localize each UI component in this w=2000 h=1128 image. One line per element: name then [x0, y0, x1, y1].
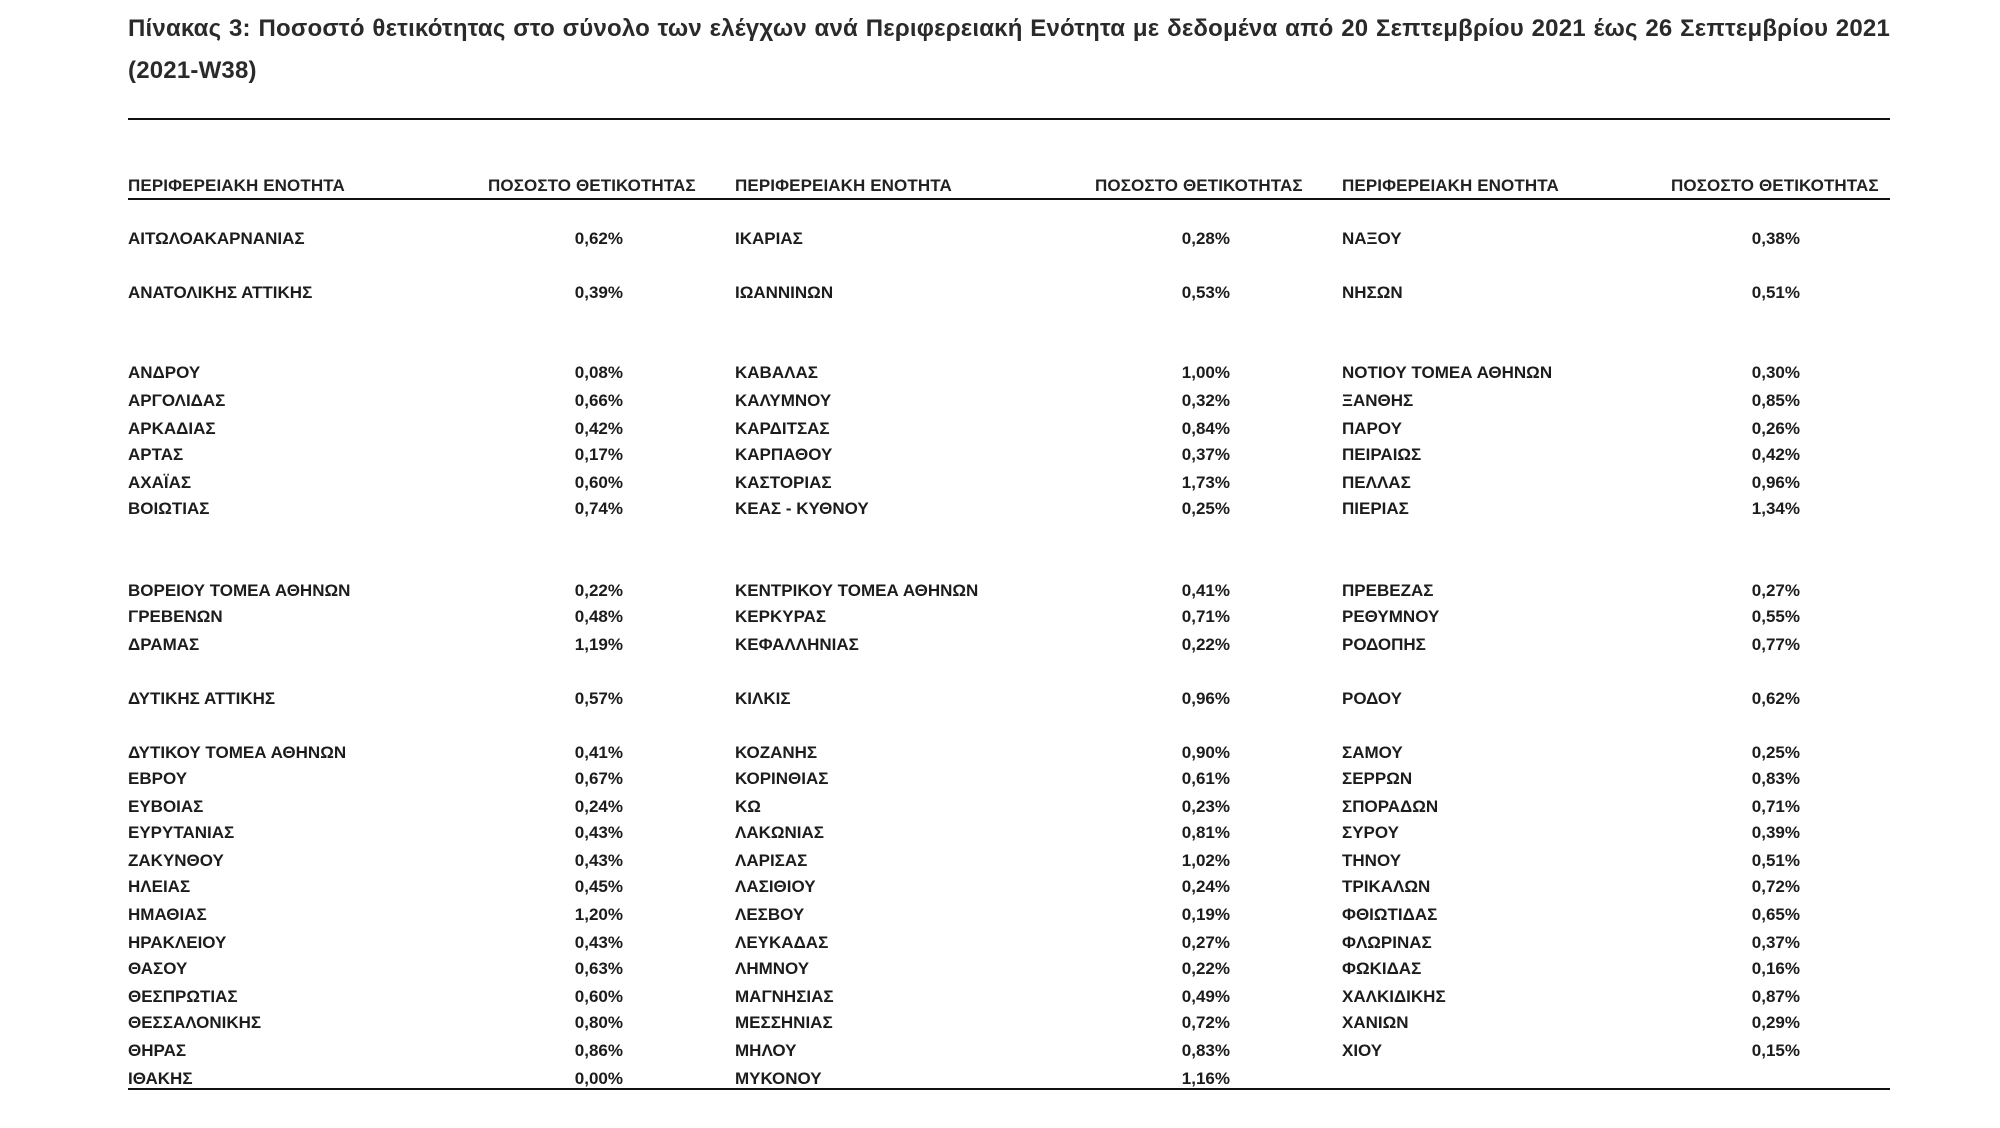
table-row: [1342, 472, 1800, 494]
positivity-value: 0,51%: [1751, 283, 1800, 302]
table-row: [735, 822, 1230, 844]
table-row: [1342, 688, 1800, 710]
table-row: [1342, 282, 1800, 304]
positivity-value: 0,65%: [1751, 905, 1800, 924]
table-row: [1342, 444, 1800, 466]
table-row: [1342, 958, 1800, 980]
region-name: ΛΕΥΚΑΔΑΣ: [735, 933, 829, 952]
table-row: [1342, 932, 1800, 954]
table-row: [735, 1012, 1230, 1034]
region-name: ΕΥΡΥΤΑΝΙΑΣ: [128, 823, 235, 842]
region-name: ΔΥΤΙΚΗΣ ΑΤΤΙΚΗΣ: [128, 689, 276, 708]
positivity-value: 0,63%: [574, 959, 623, 978]
region-name: ΝΟΤΙΟΥ ΤΟΜΕΑ ΑΘΗΝΩΝ: [1342, 363, 1553, 382]
region-name: ΕΒΡΟΥ: [128, 769, 188, 788]
region-name: ΜΗΛΟΥ: [735, 1041, 797, 1060]
table-row: [1342, 498, 1800, 520]
positivity-value: 0,71%: [1181, 607, 1230, 626]
region-name: ΚΑΡΠΑΘΟΥ: [735, 445, 833, 464]
positivity-value: 1,34%: [1751, 499, 1800, 518]
region-name: ΛΑΚΩΝΙΑΣ: [735, 823, 825, 842]
region-name: ΣΠΟΡΑΔΩΝ: [1342, 797, 1439, 816]
positivity-value: 0,32%: [1181, 391, 1230, 410]
positivity-value: 0,38%: [1751, 229, 1800, 248]
region-name: ΙΘΑΚΗΣ: [128, 1069, 193, 1088]
table-row: [128, 822, 623, 844]
region-name: ΤΡΙΚΑΛΩΝ: [1342, 877, 1431, 896]
region-name: ΝΑΞΟΥ: [1342, 229, 1402, 248]
region-name: ΘΕΣΣΑΛΟΝΙΚΗΣ: [128, 1013, 262, 1032]
positivity-value: 0,66%: [574, 391, 623, 410]
column-header-region: ΠΕΡΙΦΕΡΕΙΑΚΗ ΕΝΟΤΗΤΑ: [128, 176, 345, 195]
column-header-positivity: ΠΟΣΟΣΤΟ ΘΕΤΙΚΟΤΗΤΑΣ: [1671, 176, 1879, 195]
table-row: [128, 688, 623, 710]
positivity-value: 0,72%: [1181, 1013, 1230, 1032]
region-name: ΑΝΑΤΟΛΙΚΗΣ ΑΤΤΙΚΗΣ: [128, 283, 313, 302]
region-name: ΒΟΡΕΙΟΥ ΤΟΜΕΑ ΑΘΗΝΩΝ: [128, 581, 351, 600]
positivity-value: 0,42%: [1751, 445, 1800, 464]
table-row: [128, 1012, 623, 1034]
region-name: ΚΑΛΥΜΝΟΥ: [735, 391, 832, 410]
region-name: ΧΑΛΚΙΔΙΚΗΣ: [1342, 987, 1446, 1006]
region-name: ΚΕΝΤΡΙΚΟΥ ΤΟΜΕΑ ΑΘΗΝΩΝ: [735, 581, 979, 600]
column-header-region: ΠΕΡΙΦΕΡΕΙΑΚΗ ΕΝΟΤΗΤΑ: [1342, 176, 1559, 195]
region-name: ΚΟΡΙΝΘΙΑΣ: [735, 769, 829, 788]
table-row: [128, 282, 623, 304]
table-row: [128, 876, 623, 898]
region-name: ΝΗΣΩΝ: [1342, 283, 1403, 302]
positivity-value: 0,22%: [574, 581, 623, 600]
table-row: [735, 958, 1230, 980]
table-row: [1342, 606, 1800, 628]
region-name: ΜΑΓΝΗΣΙΑΣ: [735, 987, 834, 1006]
positivity-value: 1,16%: [1181, 1069, 1230, 1088]
region-name: ΚΑΣΤΟΡΙΑΣ: [735, 473, 832, 492]
positivity-value: 0,80%: [574, 1013, 623, 1032]
region-name: ΘΑΣΟΥ: [128, 959, 188, 978]
table-row: [735, 904, 1230, 926]
header-rule: [128, 198, 1890, 200]
positivity-value: 0,96%: [1751, 473, 1800, 492]
region-name: ΠΕΛΛΑΣ: [1342, 473, 1411, 492]
table-row: [128, 904, 623, 926]
region-name: ΒΟΙΩΤΙΑΣ: [128, 499, 210, 518]
positivity-value: 0,83%: [1181, 1041, 1230, 1060]
region-name: ΑΡΚΑΔΙΑΣ: [128, 419, 216, 438]
region-name: ΙΚΑΡΙΑΣ: [735, 229, 803, 248]
table-row: [128, 634, 623, 656]
table-row: [1342, 1040, 1800, 1062]
region-name: ΓΡΕΒΕΝΩΝ: [128, 607, 223, 626]
table-row: [735, 850, 1230, 872]
positivity-value: 0,29%: [1751, 1013, 1800, 1032]
region-name: ΡΟΔΟΥ: [1342, 689, 1402, 708]
table-row: [1342, 850, 1800, 872]
table-row: [128, 768, 623, 790]
positivity-value: 0,84%: [1181, 419, 1230, 438]
positivity-value: 0,51%: [1751, 851, 1800, 870]
region-name: ΛΑΡΙΣΑΣ: [735, 851, 808, 870]
region-name: ΚΕΦΑΛΛΗΝΙΑΣ: [735, 635, 859, 654]
region-name: ΦΛΩΡΙΝΑΣ: [1342, 933, 1432, 952]
positivity-value: 0,28%: [1181, 229, 1230, 248]
positivity-value: 0,37%: [1181, 445, 1230, 464]
positivity-value: 0,53%: [1181, 283, 1230, 302]
region-name: ΞΑΝΘΗΣ: [1342, 391, 1414, 410]
positivity-value: 0,45%: [574, 877, 623, 896]
positivity-value: 0,26%: [1751, 419, 1800, 438]
region-name: ΤΗΝΟΥ: [1342, 851, 1402, 870]
table-row: [735, 390, 1230, 412]
region-name: ΘΗΡΑΣ: [128, 1041, 187, 1060]
table-row: [735, 768, 1230, 790]
table-row: [128, 418, 623, 440]
positivity-value: 0,42%: [574, 419, 623, 438]
positivity-value: 0,43%: [574, 851, 623, 870]
table-row: [1342, 390, 1800, 412]
positivity-value: 1,00%: [1181, 363, 1230, 382]
region-name: ΚΕΡΚΥΡΑΣ: [735, 607, 827, 626]
positivity-value: 0,48%: [574, 607, 623, 626]
region-name: ΗΛΕΙΑΣ: [128, 877, 191, 896]
table-row: [735, 1040, 1230, 1062]
positivity-value: 0,81%: [1181, 823, 1230, 842]
table-row: [1342, 228, 1800, 250]
region-name: ΜΥΚΟΝΟΥ: [735, 1069, 822, 1088]
positivity-value: 0,22%: [1181, 959, 1230, 978]
positivity-value: 0,71%: [1751, 797, 1800, 816]
positivity-value: 0,67%: [574, 769, 623, 788]
table-row: [1342, 796, 1800, 818]
region-name: ΠΑΡΟΥ: [1342, 419, 1402, 438]
table-row: [1342, 1012, 1800, 1034]
positivity-value: 0,55%: [1751, 607, 1800, 626]
table-row: [735, 472, 1230, 494]
positivity-value: 0,39%: [1751, 823, 1800, 842]
table-row: [735, 444, 1230, 466]
positivity-value: 0,72%: [1751, 877, 1800, 896]
region-name: ΛΕΣΒΟΥ: [735, 905, 805, 924]
positivity-value: 0,77%: [1751, 635, 1800, 654]
region-name: ΑΙΤΩΛΟΑΚΑΡΝΑΝΙΑΣ: [128, 229, 305, 248]
table-row: [735, 580, 1230, 602]
region-name: ΑΡΓΟΛΙΔΑΣ: [128, 391, 226, 410]
region-name: ΡΟΔΟΠΗΣ: [1342, 635, 1426, 654]
table-row: [128, 444, 623, 466]
region-name: ΔΡΑΜΑΣ: [128, 635, 200, 654]
positivity-value: 1,19%: [574, 635, 623, 654]
positivity-value: 0,15%: [1751, 1041, 1800, 1060]
table-row: [128, 958, 623, 980]
region-name: ΧΙΟΥ: [1342, 1041, 1383, 1060]
table-row: [128, 362, 623, 384]
region-name: ΚΩ: [735, 797, 761, 816]
region-name: ΠΙΕΡΙΑΣ: [1342, 499, 1409, 518]
table-row: [1342, 418, 1800, 440]
positivity-value: 0,00%: [574, 1069, 623, 1088]
table-row: [1342, 822, 1800, 844]
region-name: ΚΙΛΚΙΣ: [735, 689, 791, 708]
region-name: ΠΡΕΒΕΖΑΣ: [1342, 581, 1434, 600]
table-row: [128, 1040, 623, 1062]
region-name: ΑΝΔΡΟΥ: [128, 363, 201, 382]
positivity-value: 0,24%: [1181, 877, 1230, 896]
positivity-value: 0,30%: [1751, 363, 1800, 382]
positivity-value: 0,22%: [1181, 635, 1230, 654]
region-name: ΛΑΣΙΘΙΟΥ: [735, 877, 816, 896]
positivity-value: 0,27%: [1181, 933, 1230, 952]
table-row: [128, 932, 623, 954]
table-row: [1342, 362, 1800, 384]
table-row: [735, 418, 1230, 440]
table-row: [128, 850, 623, 872]
table-row: [128, 796, 623, 818]
positivity-value: 0,37%: [1751, 933, 1800, 952]
positivity-value: 0,17%: [574, 445, 623, 464]
table-row: [735, 876, 1230, 898]
positivity-value: 0,62%: [1751, 689, 1800, 708]
region-name: ΚΕΑΣ - ΚΥΘΝΟΥ: [735, 499, 869, 518]
positivity-value: 0,86%: [574, 1041, 623, 1060]
positivity-value: 0,87%: [1751, 987, 1800, 1006]
positivity-value: 0,43%: [574, 823, 623, 842]
region-name: ΛΗΜΝΟΥ: [735, 959, 810, 978]
positivity-value: 0,60%: [574, 473, 623, 492]
region-name: ΕΥΒΟΙΑΣ: [128, 797, 204, 816]
table-row: [128, 228, 623, 250]
positivity-value: 0,90%: [1181, 743, 1230, 762]
column-header-positivity: ΠΟΣΟΣΤΟ ΘΕΤΙΚΟΤΗΤΑΣ: [488, 176, 696, 195]
region-name: ΑΡΤΑΣ: [128, 445, 184, 464]
positivity-value: 0,24%: [574, 797, 623, 816]
region-name: ΑΧΑΪΑΣ: [128, 473, 192, 492]
positivity-value: 0,25%: [1751, 743, 1800, 762]
positivity-value: 0,83%: [1751, 769, 1800, 788]
table-row: [128, 390, 623, 412]
positivity-value: 0,62%: [574, 229, 623, 248]
region-name: ΗΜΑΘΙΑΣ: [128, 905, 207, 924]
positivity-value: 0,61%: [1181, 769, 1230, 788]
region-name: ΚΑΒΑΛΑΣ: [735, 363, 818, 382]
positivity-value: 0,39%: [574, 283, 623, 302]
table-row: [735, 634, 1230, 656]
positivity-value: 0,16%: [1751, 959, 1800, 978]
table-row: [735, 742, 1230, 764]
positivity-value: 1,02%: [1181, 851, 1230, 870]
column-header-region: ΠΕΡΙΦΕΡΕΙΑΚΗ ΕΝΟΤΗΤΑ: [735, 176, 952, 195]
table-row: [1342, 986, 1800, 1008]
region-name: ΙΩΑΝΝΙΝΩΝ: [735, 283, 834, 302]
table-row: [1342, 904, 1800, 926]
region-name: ΖΑΚΥΝΘΟΥ: [128, 851, 224, 870]
table-row: [735, 362, 1230, 384]
positivity-value: 0,41%: [1181, 581, 1230, 600]
table-row: [128, 606, 623, 628]
positivity-value: 0,49%: [1181, 987, 1230, 1006]
table-row: [735, 986, 1230, 1008]
positivity-value: 1,73%: [1181, 473, 1230, 492]
positivity-value: 0,57%: [574, 689, 623, 708]
table-row: [128, 1068, 623, 1090]
top-rule: [128, 118, 1890, 120]
positivity-value: 0,85%: [1751, 391, 1800, 410]
region-name: ΣΥΡΟΥ: [1342, 823, 1399, 842]
region-name: ΚΑΡΔΙΤΣΑΣ: [735, 419, 830, 438]
region-name: ΚΟΖΑΝΗΣ: [735, 743, 818, 762]
table-row: [128, 986, 623, 1008]
region-name: ΣΕΡΡΩΝ: [1342, 769, 1413, 788]
positivity-value: 0,41%: [574, 743, 623, 762]
region-name: ΡΕΘΥΜΝΟΥ: [1342, 607, 1440, 626]
table-row: [735, 932, 1230, 954]
table-row: [735, 606, 1230, 628]
positivity-value: 0,08%: [574, 363, 623, 382]
region-name: ΜΕΣΣΗΝΙΑΣ: [735, 1013, 833, 1032]
positivity-value: 0,23%: [1181, 797, 1230, 816]
positivity-value: 0,96%: [1181, 689, 1230, 708]
region-name: ΘΕΣΠΡΩΤΙΑΣ: [128, 987, 238, 1006]
table-row: [735, 282, 1230, 304]
table-row: [128, 742, 623, 764]
positivity-value: 0,43%: [574, 933, 623, 952]
positivity-value: 0,25%: [1181, 499, 1230, 518]
table-row: [1342, 742, 1800, 764]
table-title: Πίνακας 3: Ποσοστό θετικότητας στο σύνολο των ελέγχων ανά Περιφερειακή Ενότητα με δεδομένα από 20 Σεπτεμβρίου 2021 έως 26 Σεπτεμβρίου 2021 (2021-W38): [128, 15, 1890, 84]
region-name: ΦΘΙΩΤΙΔΑΣ: [1342, 905, 1438, 924]
table-row: [1342, 768, 1800, 790]
region-name: ΗΡΑΚΛΕΙΟΥ: [128, 933, 227, 952]
positivity-value: 0,74%: [574, 499, 623, 518]
column-header-positivity: ΠΟΣΟΣΤΟ ΘΕΤΙΚΟΤΗΤΑΣ: [1095, 176, 1303, 195]
positivity-value: 0,60%: [574, 987, 623, 1006]
region-name: ΦΩΚΙΔΑΣ: [1342, 959, 1422, 978]
table-row: [1342, 580, 1800, 602]
table-row: [735, 688, 1230, 710]
table-row: [1342, 634, 1800, 656]
table-row: [128, 472, 623, 494]
region-name: ΔΥΤΙΚΟΥ ΤΟΜΕΑ ΑΘΗΝΩΝ: [128, 743, 347, 762]
positivity-value: 0,27%: [1751, 581, 1800, 600]
table-row: [128, 498, 623, 520]
region-name: ΠΕΙΡΑΙΩΣ: [1342, 445, 1422, 464]
table-row: [735, 796, 1230, 818]
table-row: [735, 1068, 1230, 1090]
table-row: [128, 580, 623, 602]
region-name: ΧΑΝΙΩΝ: [1342, 1013, 1409, 1032]
table-row: [735, 498, 1230, 520]
positivity-value: 0,19%: [1181, 905, 1230, 924]
table-row: [1342, 876, 1800, 898]
table-row: [735, 228, 1230, 250]
positivity-value: 1,20%: [574, 905, 623, 924]
region-name: ΣΑΜΟΥ: [1342, 743, 1403, 762]
